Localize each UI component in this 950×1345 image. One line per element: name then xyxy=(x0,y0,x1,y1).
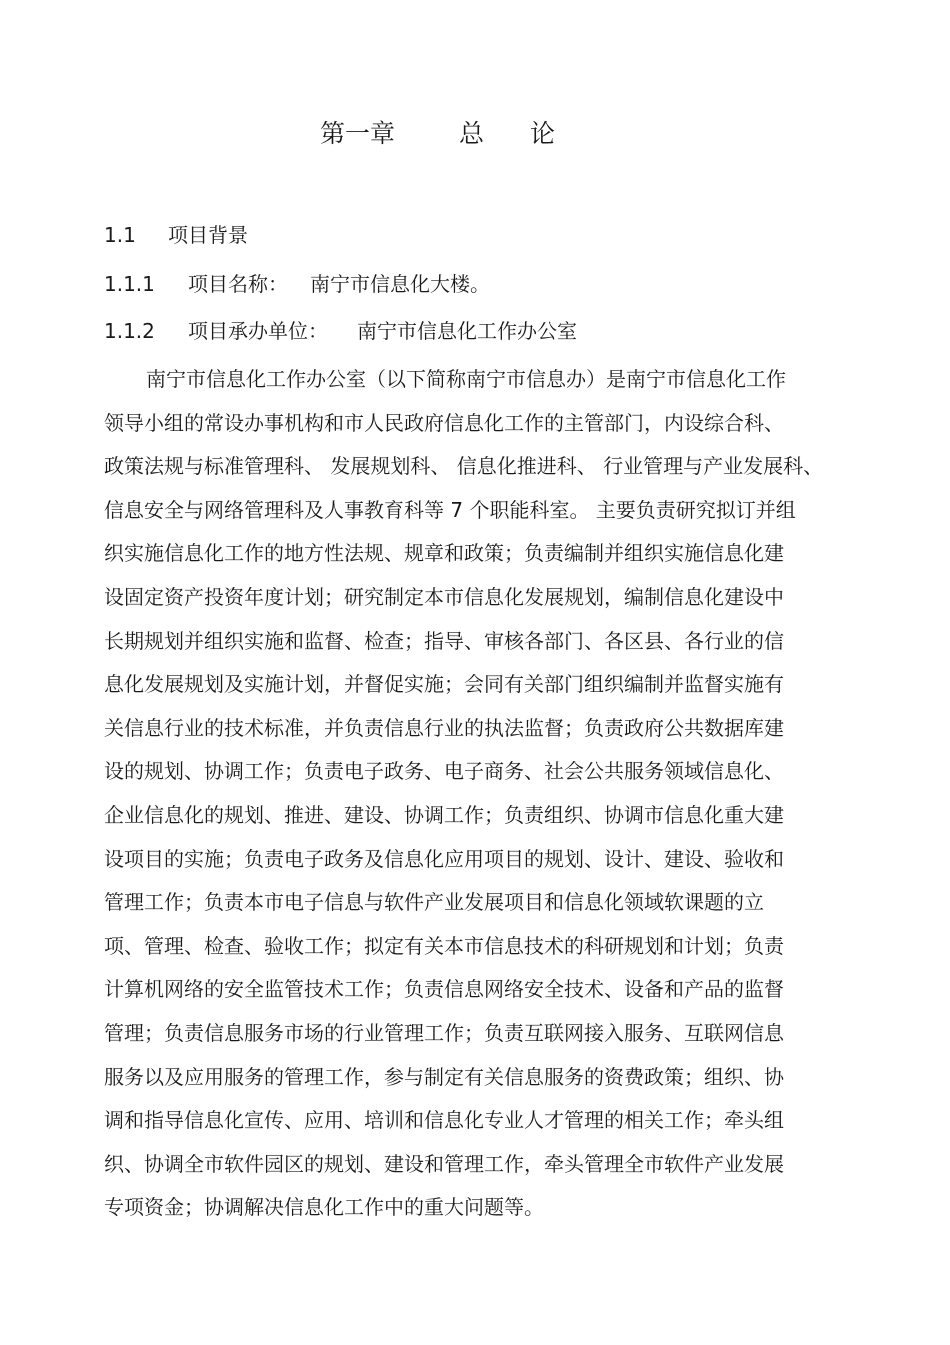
paragraph-line: 息化发展规划及实施计划，并督促实施；会同有关部门组织编制并监督实施有 xyxy=(104,672,784,697)
section-heading-1-1 xyxy=(104,220,248,250)
chapter-label: 第一章 xyxy=(319,119,395,148)
project-name-label: 项目名称： xyxy=(188,272,288,296)
paragraph-line: 织实施信息化工作的地方性法规、规章和政策；负责编制并组织实施信息化建 xyxy=(104,541,784,566)
paragraph-line: 计算机网络的安全监管技术工作；负责信息网络安全技术、设备和产品的监督 xyxy=(104,977,784,1002)
chapter-title-char-1: 总 xyxy=(458,119,484,148)
section-number: 1.1 xyxy=(104,223,136,247)
section-title: 项目背景 xyxy=(168,223,248,247)
paragraph-line: 管理；负责信息服务市场的行业管理工作；负责互联网接入服务、互联网信息 xyxy=(104,1020,784,1045)
paragraph-line: 南宁市信息化工作办公室（以下简称南宁市信息办）是南宁市信息化工作 xyxy=(146,367,786,391)
paragraph-line: 织、协调全市软件园区的规划、建设和管理工作，牵头管理全市软件产业发展 xyxy=(104,1151,784,1176)
paragraph-line: 调和指导信息化宣传、应用、培训和信息化专业人才管理的相关工作；牵头组 xyxy=(104,1108,784,1133)
body-paragraph xyxy=(104,358,864,1230)
paragraph-line: 设的规划、协调工作；负责电子政务、电子商务、社会公共服务领域信息化、 xyxy=(104,759,784,784)
paragraph-line: 服务以及应用服务的管理工作，参与制定有关信息服务的资费政策；组织、协 xyxy=(104,1064,784,1089)
project-unit-value: 南宁市信息化工作办公室 xyxy=(357,319,577,343)
paragraph-line: 设固定资产投资年度计划；研究制定本市信息化发展规划，编制信息化建设中 xyxy=(104,584,784,609)
chapter-title xyxy=(0,114,875,154)
project-name-value: 南宁市信息化大楼。 xyxy=(310,272,490,296)
paragraph-line: 管理工作；负责本市电子信息与软件产业发展项目和信息化领域软课题的立 xyxy=(104,890,764,915)
paragraph-line: 企业信息化的规划、推进、建设、协调工作；负责组织、协调市信息化重大建 xyxy=(104,802,784,827)
paragraph-line: 专项资金；协调解决信息化工作中的重大问题等。 xyxy=(104,1195,544,1220)
paragraph-line: 长期规划并组织实施和监督、检查；指导、审核各部门、各区县、各行业的信 xyxy=(104,628,784,653)
section-heading-1-1-2 xyxy=(104,316,577,346)
chapter-title-char-2: 论 xyxy=(530,119,556,148)
section-number: 1.1.1 xyxy=(104,272,155,296)
section-heading-1-1-1 xyxy=(104,269,490,299)
paragraph-line: 关信息行业的技术标准，并负责信息行业的执法监督；负责政府公共数据库建 xyxy=(104,715,784,740)
paragraph-line: 信息安全与网络管理科及人事教育科等 7 个职能科室。 主要负责研究拟订并组 xyxy=(104,497,796,522)
project-unit-label: 项目承办单位： xyxy=(188,319,328,343)
section-number: 1.1.2 xyxy=(104,319,155,343)
paragraph-line: 政策法规与标准管理科、 发展规划科、 信息化推进科、 行业管理与产业发展科、 xyxy=(104,454,824,479)
paragraph-line: 项、管理、检查、验收工作；拟定有关本市信息技术的科研规划和计划；负责 xyxy=(104,933,784,958)
paragraph-line: 设项目的实施；负责电子政务及信息化应用项目的规划、设计、建设、验收和 xyxy=(104,846,784,871)
paragraph-line: 领导小组的常设办事机构和市人民政府信息化工作的主管部门，内设综合科、 xyxy=(104,410,784,435)
